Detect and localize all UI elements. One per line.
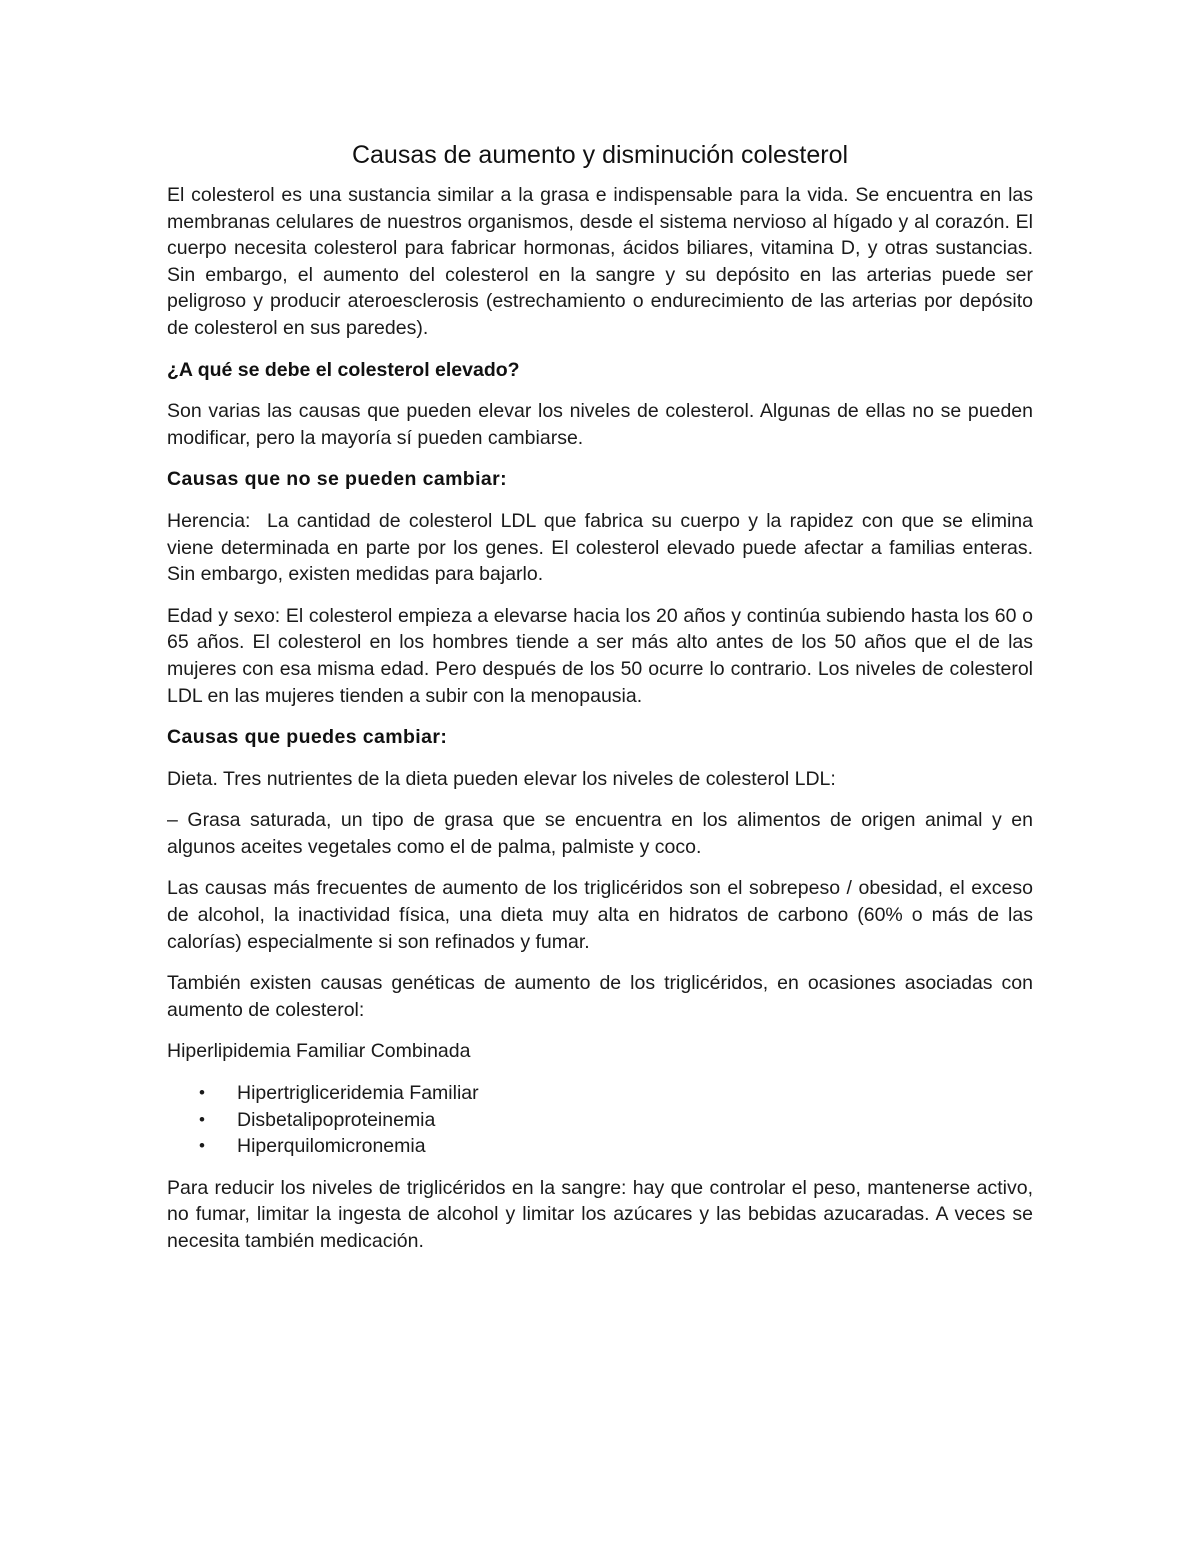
list-item xyxy=(167,1107,1033,1134)
document-content xyxy=(167,138,1039,1270)
diet-paragraph: Dieta. Tres nutrientes de la dieta pueden elevar los niveles de colesterol LDL: xyxy=(167,767,836,790)
triglycerides-causes-paragraph: Las causas más frecuentes de aumento de los triglicéridos son el sobrepeso / obesidad, el exceso de alcohol, la inactividad física, una dieta muy alta en hidratos de carbono (60% o más de las calorías) especialmente si son refinados y fumar. xyxy=(167,877,1033,953)
bullet-icon: • xyxy=(199,1083,205,1103)
age-sex-paragraph: Edad y sexo: El colesterol empieza a elevarse hacia los 20 años y continúa subiendo hasta los 60 o 65 años. El colesterol en los hombres tiende a ser más alto antes de los 50 años que el de las mujeres con esa misma edad. Pero después de los 50 ocurre lo contrario. Los niveles de colesterol LDL en las mujeres tienden a subir con la menopausia. xyxy=(167,604,1033,707)
list-item-text: Disbetalipoproteinemia xyxy=(237,1108,436,1131)
list-item xyxy=(167,1080,1033,1107)
familial-combined-paragraph: Hiperlipidemia Familiar Combinada xyxy=(167,1040,471,1063)
changeable-causes-heading: Causas que puedes cambiar: xyxy=(167,726,448,749)
list-item xyxy=(167,1133,1033,1160)
saturated-fat-paragraph: – Grasa saturada, un tipo de grasa que se encuentra en los alimentos de origen animal y en algunos aceites vegetales como el de palma, palmiste y coco. xyxy=(167,809,1033,858)
bullet-icon: • xyxy=(199,1109,205,1129)
genetic-causes-paragraph: También existen causas genéticas de aumento de los triglicéridos, en ocasiones asociadas con aumento de colesterol: xyxy=(167,972,1033,1021)
question-heading: ¿A qué se debe el colesterol elevado? xyxy=(167,358,520,381)
genetic-conditions-list xyxy=(167,1080,1033,1160)
bullet-icon: • xyxy=(199,1136,205,1156)
unchangeable-causes-heading: Causas que no se pueden cambiar: xyxy=(167,468,508,491)
document-title: Causas de aumento y disminución colesterol xyxy=(351,141,849,169)
list-item-text: Hipertrigliceridemia Familiar xyxy=(237,1082,479,1105)
reduce-triglycerides-paragraph: Para reducir los niveles de triglicéridos en la sangre: hay que controlar el peso, mantenerse activo, no fumar, limitar la ingesta de alcohol y limitar los azúcares y las bebidas azucaradas. A veces se necesita también medicación. xyxy=(167,1176,1033,1252)
question-paragraph: Son varias las causas que pueden elevar los niveles de colesterol. Algunas de ellas no se pueden modificar, pero la mayoría sí pueden cambiarse. xyxy=(167,400,1033,449)
intro-paragraph: El colesterol es una sustancia similar a la grasa e indispensable para la vida. Se encuentra en las membranas celulares de nuestros organismos, desde el sistema nervioso al hígado y al corazón. El cuerpo necesita colesterol para fabricar hormonas, ácidos biliares, vitamina D, y otras sustancias. Sin embargo, el aumento del colesterol en la sangre y su depósito en las arterias puede ser peligroso y producir ateroesclerosis (estrechamiento o endurecimiento de las arterias por depósito de colesterol en sus paredes). xyxy=(167,184,1033,339)
heredity-paragraph: Herencia: La cantidad de colesterol LDL que fabrica su cuerpo y la rapidez con que se elimina viene determinada en parte por los genes. El colesterol elevado puede afectar a familias enteras. Sin embargo, existen medidas para bajarlo. xyxy=(167,509,1039,586)
list-item-text: Hiperquilomicronemia xyxy=(237,1135,426,1158)
